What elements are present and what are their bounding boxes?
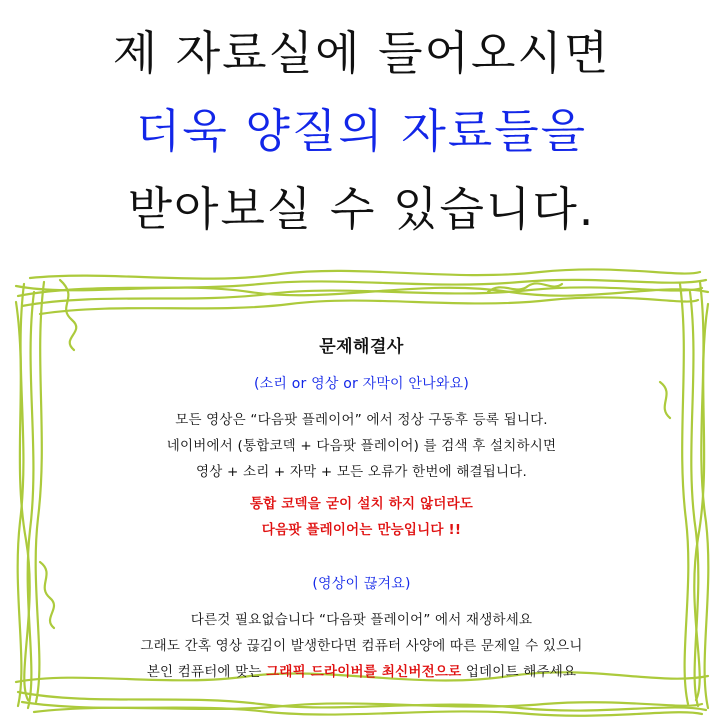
section2-line-3 bbox=[0, 659, 723, 685]
section2-line-2: 그래도 간혹 영상 끊김이 발생한다면 컴퓨터 사양에 따른 문제일 수 있으니 bbox=[140, 638, 583, 654]
section1-emphasis-1: 통합 코덱을 굳이 설치 하지 않더라도 bbox=[249, 496, 474, 512]
notice-content bbox=[0, 262, 723, 720]
spacer-large bbox=[0, 543, 723, 573]
section1-line-3: 영상 + 소리 + 자막 + 모든 오류가 한번에 해결됩니다. bbox=[195, 464, 528, 480]
section2-line-3-prefix: 본인 컴퓨터에 맞는 bbox=[146, 664, 267, 680]
section1-emphasis-2: 다음팟 플레이어는 만능입니다 !! bbox=[261, 522, 462, 538]
section2-line-1: 다른것 필요없습니다 “다음팟 플레이어” 에서 재생하세요 bbox=[190, 612, 533, 628]
section1-line-1: 모든 영상은 “다음팟 플레이어” 에서 정상 구동후 등록 됩니다. bbox=[175, 412, 548, 428]
section1-subtitle: (소리 or 영상 or 자막이 안나와요) bbox=[254, 376, 469, 392]
notice-title: 문제해결사 bbox=[319, 337, 404, 357]
headline-line-1: 제 자료실에 들어오시면 bbox=[112, 26, 611, 80]
section2-subtitle: (영상이 끊겨요) bbox=[312, 576, 411, 592]
section2-line-3-emphasis: 그래픽 드라이버를 최신버전으로 bbox=[266, 664, 462, 680]
headline-line-2: 더욱 양질의 자료들을 bbox=[135, 104, 588, 158]
section1-line-2: 네이버에서 (통합코덱 + 다음팟 플레이어) 를 검색 후 설치하시면 bbox=[166, 438, 557, 454]
headline-block bbox=[0, 14, 723, 248]
section2-line-3-suffix: 업데이트 해주세요 bbox=[461, 664, 577, 680]
headline-line-3: 받아보실 수 있습니다. bbox=[127, 182, 596, 236]
